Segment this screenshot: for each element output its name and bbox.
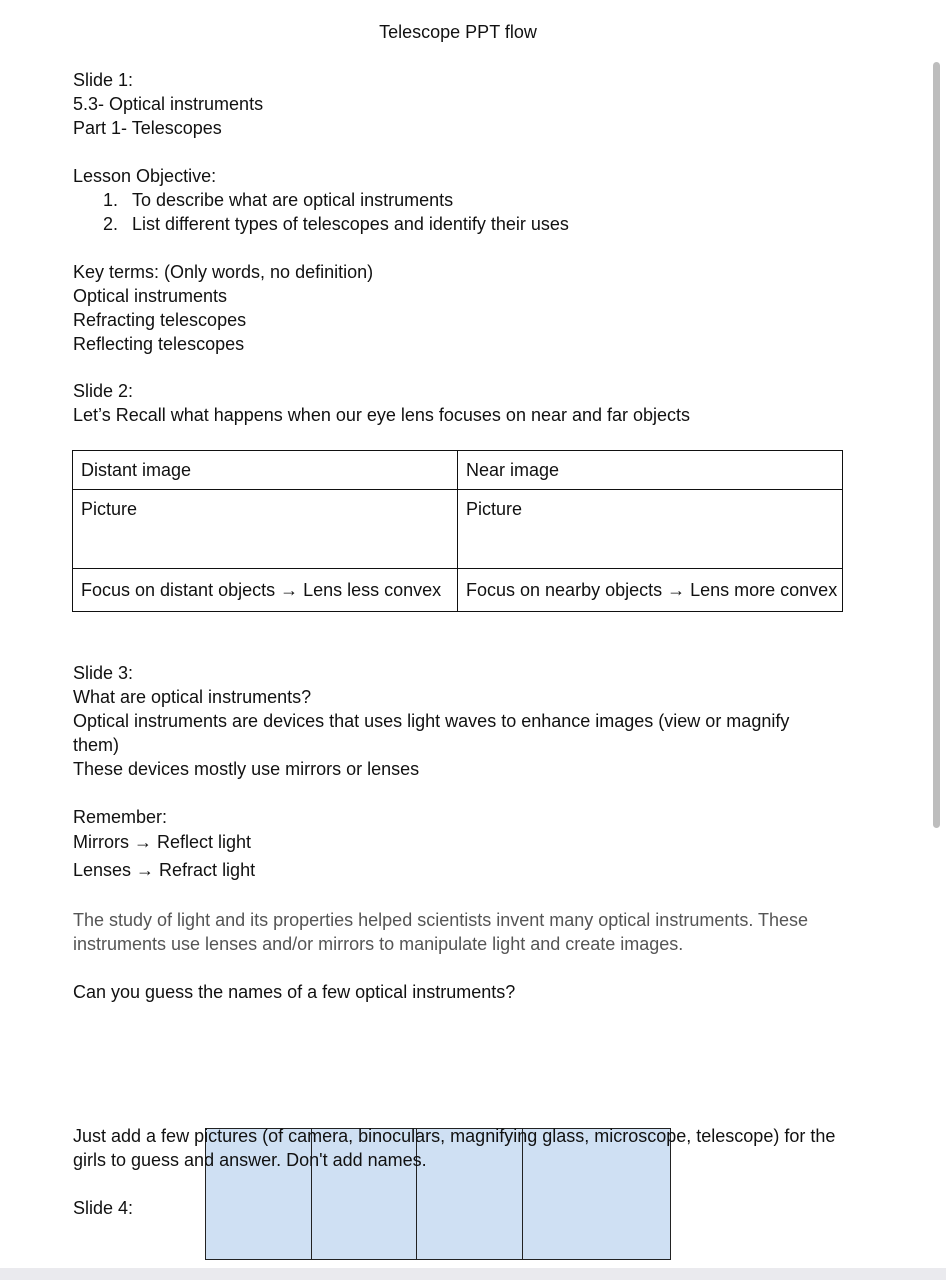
slide4-heading: Slide 4:: [73, 1198, 134, 1218]
key-term: Optical instruments: [73, 286, 228, 306]
objective-number: 2.: [102, 214, 118, 234]
slide2-intro: Let’s Recall what happens when our eye lens focuses on near and far objects: [73, 405, 691, 425]
slide1-heading: Slide 1:: [73, 70, 134, 90]
objective-label: Lesson Objective:: [73, 166, 217, 186]
table-row: [73, 490, 843, 569]
definition-text: them): [73, 735, 120, 755]
vertical-scrollbar[interactable]: [933, 62, 940, 828]
eye-lens-table: [72, 450, 843, 612]
devices-text: These devices mostly use mirrors or lenses: [73, 759, 420, 779]
table-cell: Picture: [458, 490, 843, 569]
key-term: Reflecting telescopes: [73, 334, 245, 354]
table-header-cell: Distant image: [73, 451, 458, 490]
study-text: The study of light and its properties helped scientists invent many optical instruments. These: [73, 910, 809, 930]
slide3-heading: Slide 3:: [73, 663, 134, 683]
key-terms-label: Key terms: (Only words, no definition): [73, 262, 374, 282]
teacher-note: girls to guess and answer. Don't add names.: [73, 1150, 427, 1170]
objective-text: To describe what are optical instruments: [132, 190, 454, 210]
objective-text: List different types of telescopes and identify their uses: [132, 214, 569, 234]
remember-label: Remember:: [73, 807, 168, 827]
guess-question: Can you guess the names of a few optical instruments?: [73, 982, 516, 1002]
slide2-heading: Slide 2:: [73, 381, 134, 401]
table-header-cell: Near image: [458, 451, 843, 490]
lenses-text: Lenses → Refract light: [73, 860, 256, 880]
study-text: instruments use lenses and/or mirrors to manipulate light and create images.: [73, 934, 684, 954]
table-cell: Focus on nearby objects → Lens more convex: [458, 569, 843, 612]
definition-text: Optical instruments are devices that uses light waves to enhance images (view or magnify: [73, 711, 790, 731]
objective-number: 1.: [102, 190, 118, 210]
slide3-question: What are optical instruments?: [73, 687, 312, 707]
chapter-title: 5.3- Optical instruments: [73, 94, 264, 114]
bottom-bar: [0, 1268, 946, 1280]
table-row: [73, 569, 843, 612]
teacher-note: Just add a few pictures (of camera, binoculars, magnifying glass, microscope, telescope) for the: [73, 1126, 836, 1146]
mirrors-text: Mirrors → Reflect light: [73, 832, 252, 852]
part-title: Part 1- Telescopes: [73, 118, 222, 138]
table-cell: Picture: [73, 490, 458, 569]
key-term: Refracting telescopes: [73, 310, 247, 330]
doc-title: Telescope PPT flow: [379, 22, 537, 42]
table-cell: Focus on distant objects → Lens less convex: [73, 569, 458, 612]
table-row: [73, 451, 843, 490]
